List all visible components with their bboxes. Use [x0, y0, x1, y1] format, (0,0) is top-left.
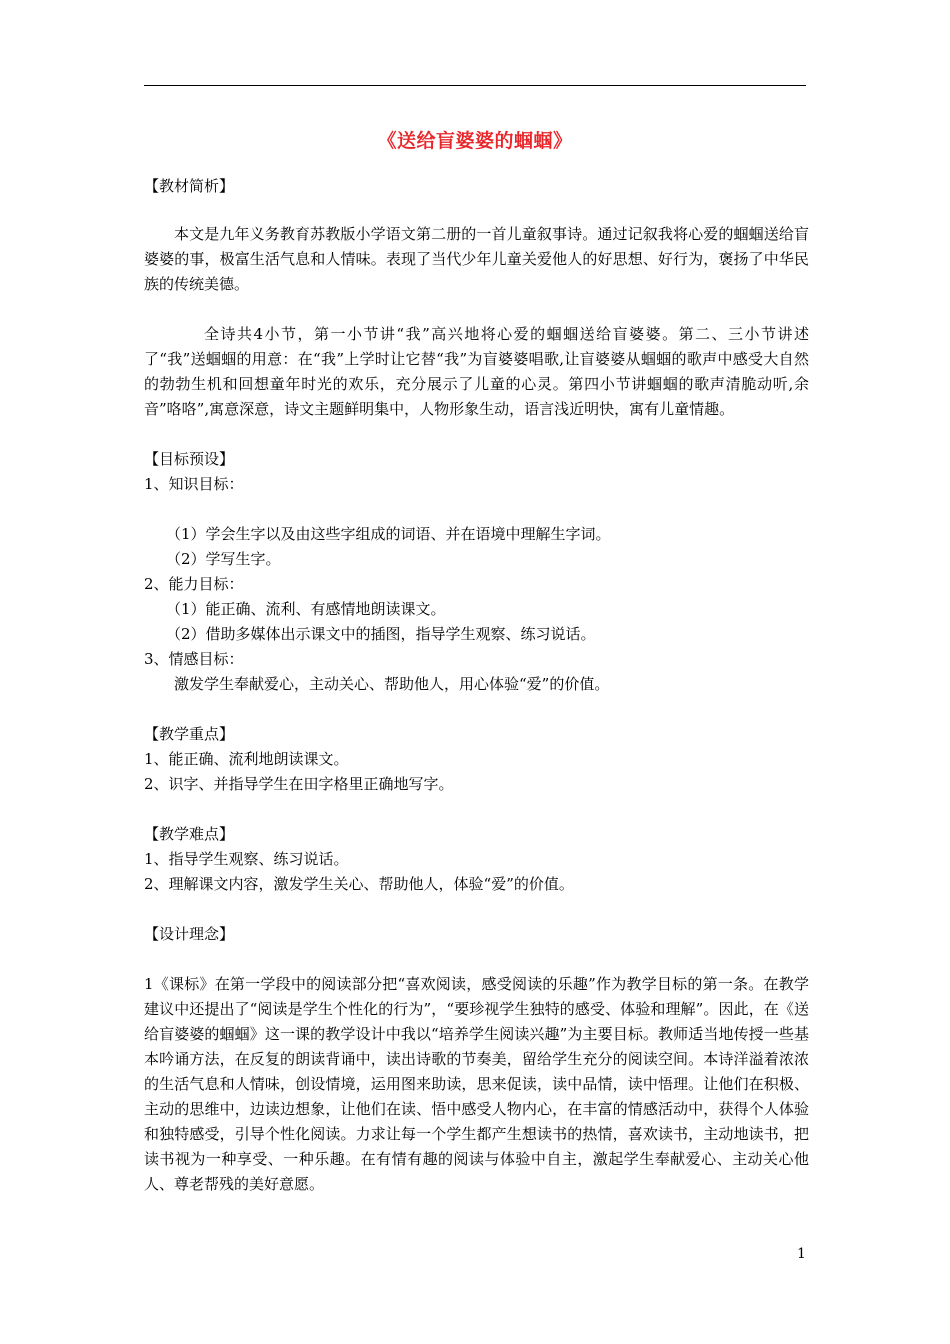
goal-emotion-item-1: 激发学生奉献爱心，主动关心、帮助他人，用心体验“爱”的价值。 — [174, 675, 610, 693]
section-heading-analysis: 【教材简析】 — [144, 177, 235, 195]
analysis-paragraph-1: 本文是九年义务教育苏教版小学语文第二册的一首儿童叙事诗。通过记叙我将心爱的蝈蝈送给盲婆婆的事，极富生活气息和人情味。表现了当代少年儿童关爱他人的好思想、好行为，褒扬了中华民族的传统美德。 — [144, 225, 809, 293]
philosophy-paragraph: 1《课标》在第一学段中的阅读部分把“喜欢阅读，感受阅读的乐趣”作为教学目标的第一条。在教学建议中还提出了“阅读是学生个性化的行为”，“要珍视学生独特的感受、体验和理解”。因此，在《送给盲婆婆的蝈蝈》这一课的教学设计中我以“培养学生阅读兴趣”为主要目标。教师适当地传授一些基本吟诵方法，在反复的朗读背诵中，读出诗歌的节奏美，留给学生充分的阅读空间。本诗洋溢着浓浓的生活气息和人情味，创设情境，运用图来助读，思来促读，读中品情，读中悟理。让他们在积极、主动的思维中，边读边想象，让他们在读、悟中感受人物内心，在丰富的情感活动中，获得个人体验和独特感受，引导个性化阅读。力求让每一个学生都产生想读书的热情，喜欢读书，主动地读书，把读书视为一种享受、一种乐趣。在有情有趣的阅读与体验中自主，激起学生奉献爱心、主动关心他人、尊老帮残的美好意愿。 — [144, 975, 809, 1193]
goal-ability-label: 2、能力目标： — [144, 575, 244, 593]
goal-knowledge-item-2: （2）学写生字。 — [166, 550, 281, 568]
difficulty-2: 2、理解课文内容，激发学生关心、帮助他人，体验“爱”的价值。 — [144, 875, 574, 893]
goal-knowledge-item-1: （1）学会生字以及由这些字组成的词语、并在语境中理解生字词。 — [166, 525, 611, 543]
section-heading-difficulties: 【教学难点】 — [144, 825, 235, 843]
section-heading-philosophy: 【设计理念】 — [144, 925, 235, 943]
analysis-paragraph-2: 全诗共4小节，第一小节讲“我”高兴地将心爱的蝈蝈送给盲婆婆。第二、三小节讲述了“我”送蝈蝈的用意：在“我”上学时让它替“我”为盲婆婆唱歌,让盲婆婆从蝈蝈的歌声中感受大自然的勃勃生机和回想童年时光的欢乐，充分展示了儿童的心灵。第四小节讲蝈蝈的歌声清脆动听,余音”咯咯”,寓意深意，诗文主题鲜明集中，人物形象生动，语言浅近明快，寓有儿童情趣。 — [144, 325, 809, 418]
goal-emotion-label: 3、情感目标： — [144, 650, 244, 668]
section-heading-goals: 【目标预设】 — [144, 450, 235, 468]
difficulty-1: 1、指导学生观察、练习说话。 — [144, 850, 349, 868]
goal-knowledge-label: 1、知识目标： — [144, 475, 244, 493]
section-heading-key-points: 【教学重点】 — [144, 725, 235, 743]
page-number: 1 — [797, 1246, 806, 1262]
goal-ability-item-2: （2）借助多媒体出示课文中的插图，指导学生观察、练习说话。 — [166, 625, 596, 643]
key-point-2: 2、识字、并指导学生在田字格里正确地写字。 — [144, 775, 454, 793]
document-title: 《送给盲婆婆的蝈蝈》 — [377, 130, 573, 152]
document-body — [144, 174, 809, 1197]
header-rule — [144, 85, 806, 86]
key-point-1: 1、能正确、流利地朗读课文。 — [144, 750, 349, 768]
goal-ability-item-1: （1）能正确、流利、有感情地朗读课文。 — [166, 600, 446, 618]
